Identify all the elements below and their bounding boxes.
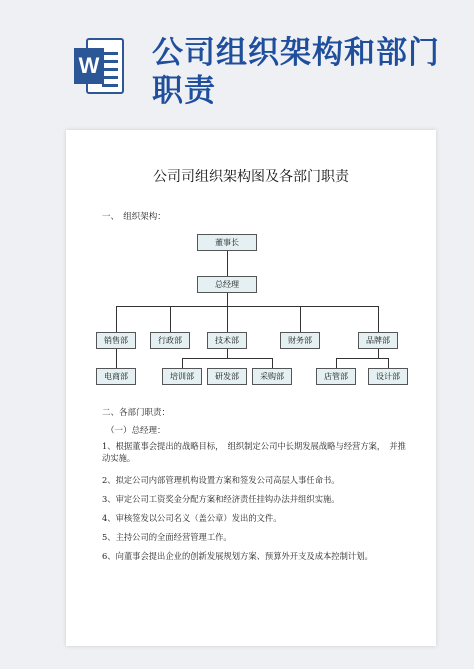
org-box-sub: 研发部: [207, 368, 247, 385]
duty-item: 1、根据董事会提出的战略目标， 组织制定公司中长期发展战略与经营方案， 并推动实施。: [102, 441, 406, 463]
word-document-icon: [74, 38, 124, 94]
duty-item: 6、向董事会提出企业的创新发展规划方案、预算外开支及成本控制计划。: [102, 551, 373, 561]
org-connector: [170, 306, 171, 332]
org-box-dept: 技术部: [207, 332, 247, 349]
org-box-dept: 销售部: [96, 332, 136, 349]
org-connector: [227, 349, 228, 358]
org-connector: [378, 306, 379, 332]
banner: [0, 0, 474, 125]
org-connector: [336, 358, 388, 359]
section-org-heading: 一、 组织架构：: [102, 212, 166, 222]
org-box-dept: 品牌部: [358, 332, 398, 349]
org-box-sub: 采购部: [252, 368, 292, 385]
duty-item: 5、主持公司的全面经营管理工作。: [102, 532, 232, 542]
org-connector: [227, 293, 228, 306]
org-box-sub: 设计部: [368, 368, 408, 385]
org-connector: [116, 306, 378, 307]
document-title: 公司司组织架构图及各部门职责: [153, 169, 349, 185]
word-logo-letter: W: [74, 48, 104, 84]
org-box-dept: 财务部: [280, 332, 320, 349]
org-connector: [182, 358, 183, 368]
org-connector: [388, 358, 389, 368]
org-connector: [300, 306, 301, 332]
org-box-gm: 总经理: [197, 276, 257, 293]
section-duties-heading: 二、各部门职责：: [102, 408, 171, 418]
document-page: [66, 130, 436, 646]
org-connector: [336, 358, 337, 368]
org-connector: [116, 306, 117, 332]
org-connector: [182, 358, 272, 359]
org-box-chairman: 董事长: [197, 234, 257, 251]
org-connector: [116, 349, 117, 368]
duty-item: 4、审核签发以公司名义（盖公章）发出的文件。: [102, 513, 282, 523]
org-connector: [378, 349, 379, 358]
duty-item: 3、审定公司工资奖金分配方案和经济责任挂钩办法并组织实施。: [102, 494, 340, 504]
org-connector: [227, 306, 228, 332]
org-box-sub: 培训部: [162, 368, 202, 385]
org-box-dept: 行政部: [150, 332, 190, 349]
banner-title: 公司组织架构和部门职责: [152, 35, 440, 109]
org-box-sub: 店管部: [316, 368, 356, 385]
duty-item: 2、拟定公司内部管理机构设置方案和签发公司高层人事任命书。: [102, 475, 340, 485]
org-connector: [227, 251, 228, 276]
org-box-sub: 电商部: [96, 368, 136, 385]
org-connector: [272, 358, 273, 368]
subsection-gm-heading: （一）总经理：: [106, 426, 166, 436]
